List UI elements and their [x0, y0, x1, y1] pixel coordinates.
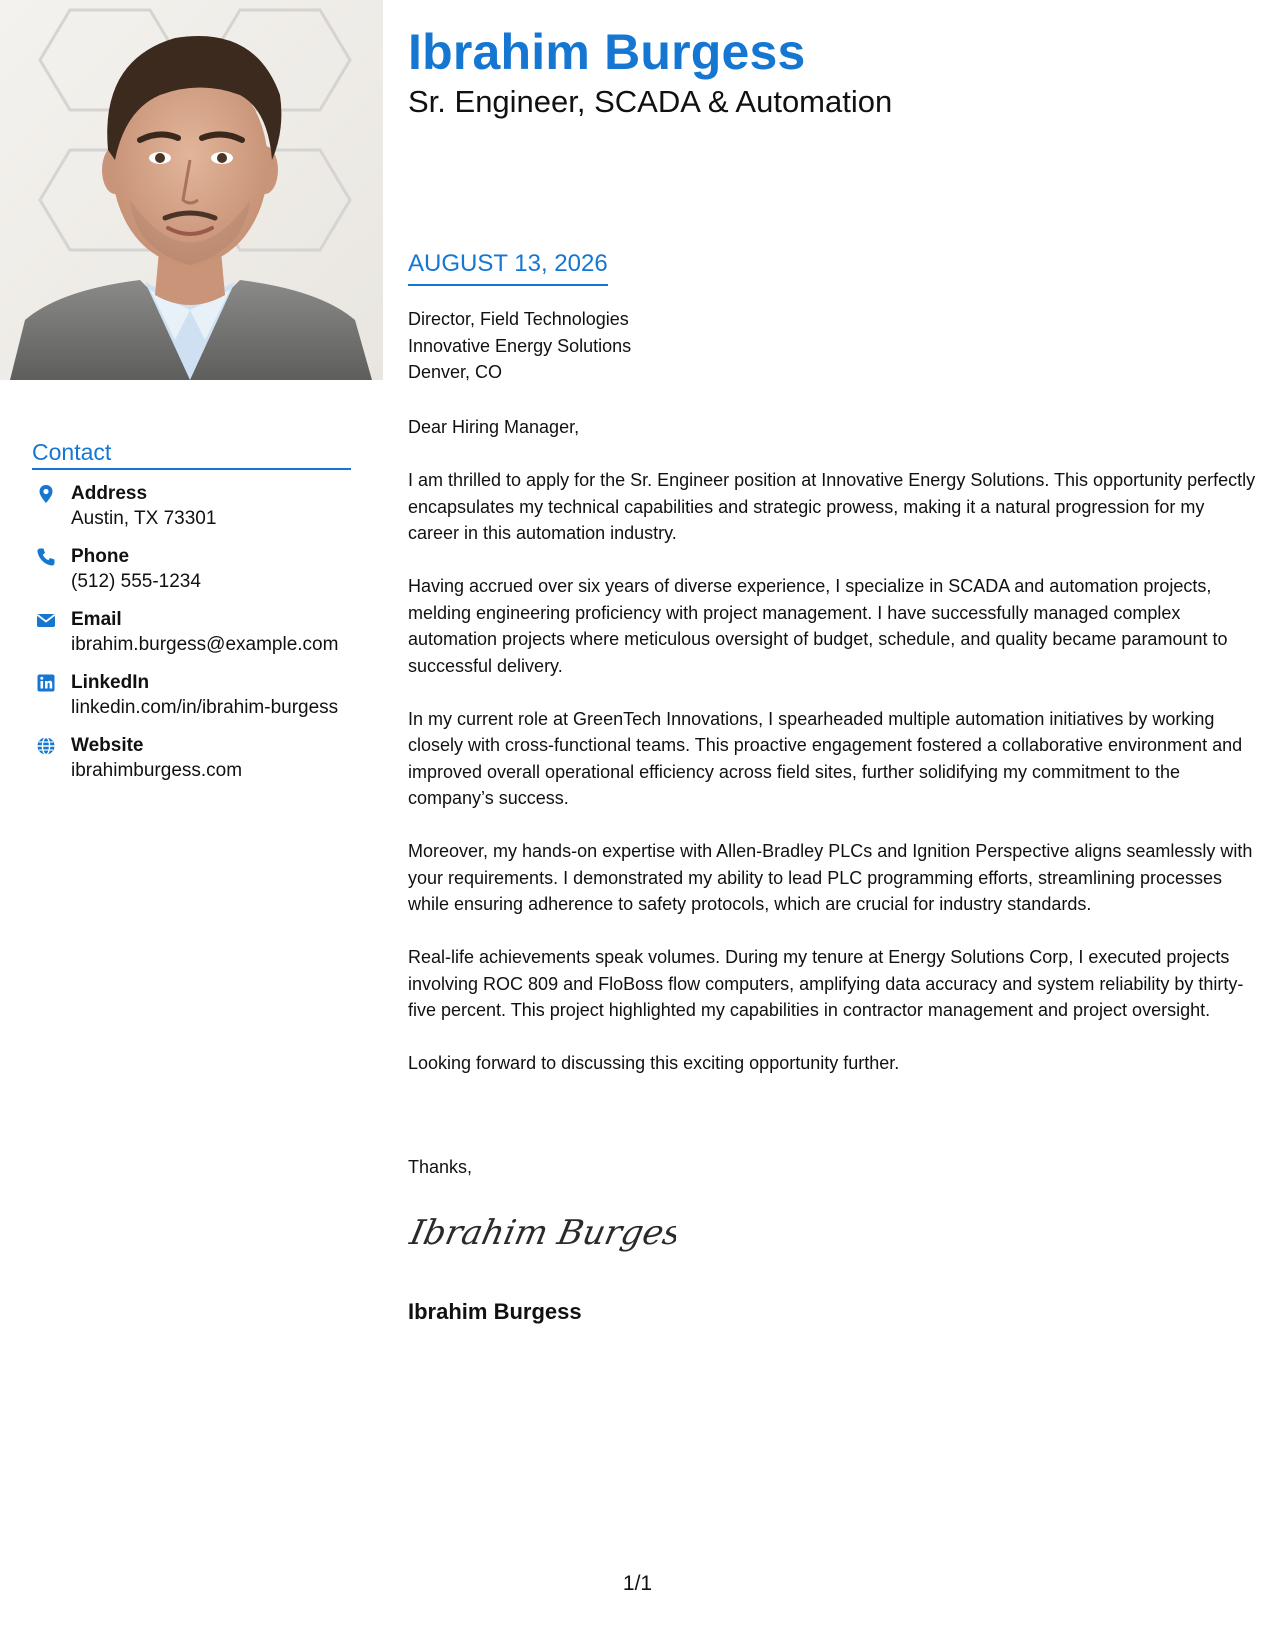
body-paragraph: Real-life achievements speak volumes. During my tenure at Energy Solutions Corp, I executed projects involving ROC 809 and FloBoss flow computers, amplifying data accuracy and system reliability by thirty-five percent. This project highlighted my capabilities in contractor management and project oversight. — [408, 947, 1244, 1020]
svg-text:Ibrahim Burgess: Ibrahim Burgess — [406, 1213, 676, 1253]
signer-name: Ibrahim Burgess — [408, 1299, 582, 1324]
signature-image — [406, 1208, 676, 1258]
contact-phone — [32, 545, 362, 608]
contact-linkedin — [32, 671, 362, 734]
envelope-icon — [36, 610, 56, 630]
contact-address — [32, 482, 362, 545]
contact-website-label: Website — [71, 735, 144, 756]
linkedin-icon — [36, 673, 56, 693]
profile-photo — [0, 0, 383, 380]
contact-phone-value: (512) 555-1234 — [71, 571, 201, 592]
contact-list — [32, 482, 362, 797]
recipient-line: Director, Field Technologies — [408, 309, 629, 329]
handwritten-signature — [406, 1208, 676, 1263]
map-pin-icon — [36, 484, 56, 504]
contact-website — [32, 734, 362, 797]
portrait-illustration — [0, 0, 383, 380]
letter-date: AUGUST 13, 2026 — [408, 248, 608, 286]
recipient-line: Innovative Energy Solutions — [408, 335, 632, 356]
page-number: 1/1 — [622, 1572, 653, 1595]
body-paragraph: Looking forward to discussing this exciting opportunity further. — [408, 1053, 900, 1073]
contact-email-label: Email — [71, 609, 122, 630]
closing: Thanks, — [408, 1157, 473, 1177]
phone-icon — [36, 547, 56, 567]
body-paragraph: Moreover, my hands-on expertise with Allen-Bradley PLCs and Ignition Perspective aligns seamlessly with your requirements. I demonstrated my ability to lead PLC programming efforts, streamlining processes while ensuring adherence to safety protocols, which are crucial for industry standards. — [408, 841, 1253, 914]
recipient-block — [408, 306, 631, 386]
contact-address-value: Austin, TX 73301 — [71, 508, 217, 529]
globe-icon — [36, 736, 56, 756]
candidate-name: Ibrahim Burgess — [408, 24, 806, 80]
contact-linkedin-value[interactable]: linkedin.com/in/ibrahim-burgess — [71, 697, 339, 718]
letter-body — [408, 467, 1258, 1103]
contact-heading: Contact — [32, 436, 351, 470]
contact-website-value[interactable]: ibrahimburgess.com — [71, 760, 243, 781]
contact-address-label: Address — [71, 483, 148, 504]
contact-phone-label: Phone — [71, 546, 130, 567]
greeting: Dear Hiring Manager, — [408, 417, 580, 437]
recipient-line: Denver, CO — [408, 362, 503, 382]
contact-email-value[interactable]: ibrahim.burgess@example.com — [71, 634, 339, 655]
body-paragraph: I am thrilled to apply for the Sr. Engineer position at Innovative Energy Solutions. This opportunity perfectly encapsulates my technical capabilities and strategic prowess, making it a natural progression for my career in this automation industry. — [408, 470, 1256, 543]
body-paragraph: In my current role at GreenTech Innovations, I spearheaded multiple automation initiatives by working closely with cross-functional teams. This proactive engagement fostered a collaborative environment and improved overall operational efficiency across field sites, further solidifying my commitment to the company’s success. — [408, 708, 1243, 808]
candidate-title: Sr. Engineer, SCADA & Automation — [408, 84, 893, 119]
contact-email — [32, 608, 362, 671]
body-paragraph: Having accrued over six years of diverse experience, I specialize in SCADA and automation projects, melding engineering proficiency with project management. I have successfully managed complex automation projects where meticulous oversight of budget, schedule, and quality became paramount to successful delivery. — [408, 576, 1228, 676]
contact-linkedin-label: LinkedIn — [71, 672, 150, 693]
